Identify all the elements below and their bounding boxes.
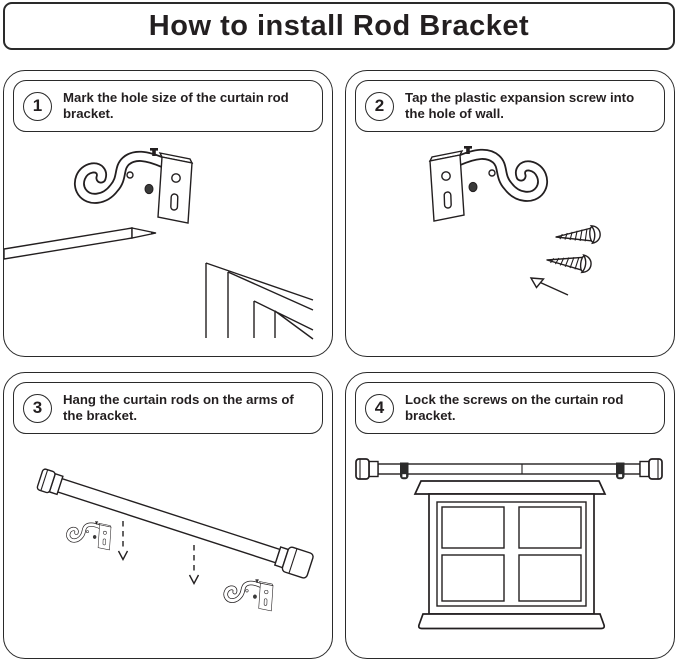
step-1-instruction-text: Mark the hole size of the curtain rod bracket. — [63, 89, 289, 121]
curtain-bracket-illustration — [430, 146, 543, 221]
step-2-number-badge: 2 — [365, 92, 394, 121]
step-1-illustration — [4, 133, 332, 355]
step-3-number-badge: 3 — [23, 394, 52, 423]
step-1-instruction-box — [13, 80, 323, 132]
step-1-panel — [3, 70, 333, 357]
window-illustration — [415, 481, 605, 629]
step-2-instruction-text: Tap the plastic expansion screw into the hole of wall. — [405, 89, 635, 121]
step-1-number-badge: 1 — [23, 92, 52, 121]
step-3-panel — [3, 372, 333, 659]
rod-bracket-clip — [616, 463, 625, 480]
curtain-bracket-illustration — [79, 148, 192, 223]
curtain-bracket-illustration — [68, 521, 273, 611]
step-2-panel — [345, 70, 675, 357]
pencil-illustration — [4, 228, 156, 259]
step-3-illustration — [4, 435, 332, 657]
expansion-screw-illustration — [546, 225, 601, 273]
dashed-arrow-icon — [119, 521, 128, 560]
step-3-instruction-box — [13, 382, 323, 434]
dashed-arrow-icon — [190, 545, 199, 584]
direction-arrow-icon — [531, 278, 568, 295]
rod-bracket-clip — [400, 463, 409, 480]
step-4-illustration — [346, 435, 674, 657]
step-4-instruction-text: Lock the screws on the curtain rod bracket. — [405, 391, 624, 423]
step-2-instruction-box — [355, 80, 665, 132]
step-4-number-badge: 4 — [365, 394, 394, 423]
window-frame-corner-illustration — [206, 263, 313, 339]
curtain-rod-illustration — [356, 459, 662, 479]
step-3-instruction-text: Hang the curtain rods on the arms of the bracket. — [63, 391, 294, 423]
curtain-rod-illustration — [36, 466, 314, 578]
page-title: How to install Rod Bracket — [3, 2, 675, 50]
step-4-instruction-box — [355, 382, 665, 434]
step-2-illustration — [346, 133, 674, 355]
step-4-panel — [345, 372, 675, 659]
